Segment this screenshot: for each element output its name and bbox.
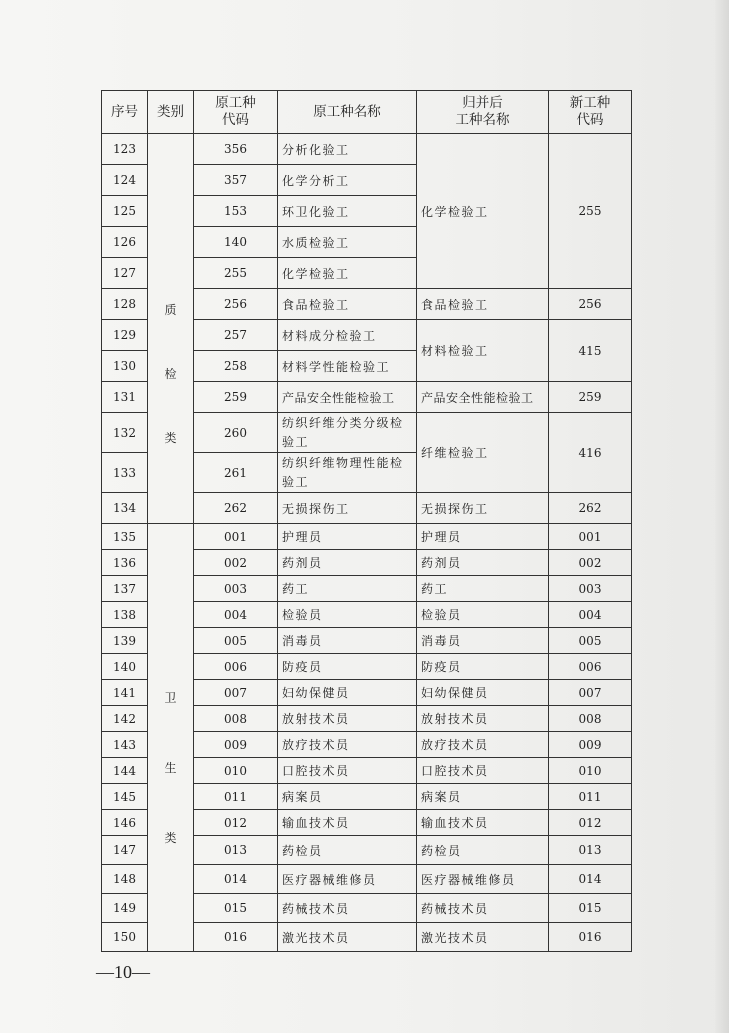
table-row [102,524,632,550]
new-code-cell: 003 [549,576,632,602]
header-merged-name-line2: 工种名称 [455,112,510,128]
seq-cell: 137 [102,576,148,602]
seq-cell: 140 [102,654,148,680]
orig-code-cell: 153 [194,196,278,227]
job-type-merge-table [101,90,632,952]
orig-code-cell: 014 [194,865,278,894]
orig-code-cell: 256 [194,289,278,320]
seq-cell: 148 [102,865,148,894]
orig-code-cell: 003 [194,576,278,602]
seq-cell: 127 [102,258,148,289]
header-merged-name-line1: 归并后 [462,95,503,111]
seq-cell: 130 [102,351,148,382]
orig-name-cell: 环卫化验工 [278,196,417,227]
merged-name-cell: 消毒员 [417,628,549,654]
new-code-cell: 008 [549,706,632,732]
new-code-cell: 002 [549,550,632,576]
category-cell-quality [148,134,194,524]
new-code-cell: 012 [549,810,632,836]
table-row [102,134,632,165]
orig-code-cell: 006 [194,654,278,680]
seq-cell: 126 [102,227,148,258]
orig-code-cell: 012 [194,810,278,836]
category-cell-health [148,524,194,952]
merged-name-cell: 放疗技术员 [417,732,549,758]
new-code-cell: 001 [549,524,632,550]
seq-cell: 133 [102,453,148,493]
header-orig-code [194,91,278,134]
orig-name-cell: 材料学性能检验工 [278,351,417,382]
orig-code-cell: 002 [194,550,278,576]
table-header-row [102,91,632,134]
orig-code-cell: 010 [194,758,278,784]
seq-cell: 138 [102,602,148,628]
new-code-cell: 007 [549,680,632,706]
header-merged-name [417,91,549,134]
merged-name-cell: 化学检验工 [417,134,549,289]
orig-name-cell: 无损探伤工 [278,493,417,524]
orig-name-cell: 水质检验工 [278,227,417,258]
seq-cell: 147 [102,836,148,865]
seq-cell: 149 [102,894,148,923]
orig-name-cell: 检验员 [278,602,417,628]
new-code-cell: 262 [549,493,632,524]
new-code-cell: 416 [549,413,632,493]
new-code-cell: 004 [549,602,632,628]
seq-cell: 143 [102,732,148,758]
category-char: 类 [164,430,177,445]
orig-name-cell: 食品检验工 [278,289,417,320]
orig-name-cell: 口腔技术员 [278,758,417,784]
seq-cell: 124 [102,165,148,196]
category-char: 检 [164,366,177,381]
orig-name-cell: 药剂员 [278,550,417,576]
seq-cell: 134 [102,493,148,524]
orig-name-cell: 药工 [278,576,417,602]
orig-code-cell: 260 [194,413,278,453]
new-code-cell: 255 [549,134,632,289]
orig-name-cell: 纺织纤维物理性能检验工 [278,453,417,493]
seq-cell: 136 [102,550,148,576]
orig-name-cell: 产品安全性能检验工 [278,382,417,413]
orig-name-cell: 激光技术员 [278,923,417,952]
page-edge-shadow [715,0,729,1033]
orig-name-cell: 放射技术员 [278,706,417,732]
orig-code-cell: 262 [194,493,278,524]
header-new-code-line2: 代码 [576,112,604,128]
header-orig-code-line2: 代码 [222,112,249,128]
header-orig-code-line1: 原工种 [215,95,256,111]
orig-code-cell: 005 [194,628,278,654]
new-code-cell: 256 [549,289,632,320]
merged-name-cell: 药检员 [417,836,549,865]
seq-cell: 141 [102,680,148,706]
new-code-cell: 014 [549,865,632,894]
orig-name-cell: 药检员 [278,836,417,865]
page-number: —10— [96,962,150,982]
header-seq: 序号 [102,91,148,134]
orig-code-cell: 255 [194,258,278,289]
new-code-cell: 011 [549,784,632,810]
new-code-cell: 009 [549,732,632,758]
merged-name-cell: 医疗器械维修员 [417,865,549,894]
orig-name-cell: 材料成分检验工 [278,320,417,351]
orig-code-cell: 261 [194,453,278,493]
orig-name-cell: 消毒员 [278,628,417,654]
merged-name-cell: 产品安全性能检验工 [417,382,549,413]
merged-name-cell: 药剂员 [417,550,549,576]
merged-name-cell: 药械技术员 [417,894,549,923]
merged-name-cell: 病案员 [417,784,549,810]
merged-name-cell: 激光技术员 [417,923,549,952]
orig-code-cell: 011 [194,784,278,810]
orig-code-cell: 004 [194,602,278,628]
seq-cell: 144 [102,758,148,784]
orig-code-cell: 009 [194,732,278,758]
orig-name-cell: 药械技术员 [278,894,417,923]
merged-name-cell: 防疫员 [417,654,549,680]
merged-name-cell: 纤维检验工 [417,413,549,493]
seq-cell: 128 [102,289,148,320]
new-code-cell: 015 [549,894,632,923]
orig-code-cell: 258 [194,351,278,382]
merged-name-cell: 护理员 [417,524,549,550]
orig-name-cell: 病案员 [278,784,417,810]
orig-name-cell: 输血技术员 [278,810,417,836]
orig-code-cell: 357 [194,165,278,196]
seq-cell: 142 [102,706,148,732]
merged-name-cell: 食品检验工 [417,289,549,320]
seq-cell: 132 [102,413,148,453]
new-code-cell: 016 [549,923,632,952]
orig-code-cell: 140 [194,227,278,258]
seq-cell: 145 [102,784,148,810]
seq-cell: 146 [102,810,148,836]
seq-cell: 139 [102,628,148,654]
orig-code-cell: 016 [194,923,278,952]
orig-name-cell: 化学分析工 [278,165,417,196]
seq-cell: 150 [102,923,148,952]
seq-cell: 123 [102,134,148,165]
new-code-cell: 013 [549,836,632,865]
category-char: 质 [164,302,177,317]
header-orig-name: 原工种名称 [278,91,417,134]
merged-name-cell: 材料检验工 [417,320,549,382]
orig-code-cell: 007 [194,680,278,706]
merged-name-cell: 无损探伤工 [417,493,549,524]
orig-code-cell: 257 [194,320,278,351]
seq-cell: 131 [102,382,148,413]
header-category: 类别 [148,91,194,134]
seq-cell: 125 [102,196,148,227]
merged-name-cell: 药工 [417,576,549,602]
orig-name-cell: 放疗技术员 [278,732,417,758]
category-char: 卫 [164,690,177,705]
header-new-code-line1: 新工种 [569,95,611,111]
orig-name-cell: 分析化验工 [278,134,417,165]
orig-name-cell: 妇幼保健员 [278,680,417,706]
new-code-cell: 415 [549,320,632,382]
merged-name-cell: 检验员 [417,602,549,628]
new-code-cell: 259 [549,382,632,413]
orig-code-cell: 015 [194,894,278,923]
merged-name-cell: 放射技术员 [417,706,549,732]
merged-name-cell: 妇幼保健员 [417,680,549,706]
orig-name-cell: 化学检验工 [278,258,417,289]
header-new-code [549,91,632,134]
category-char: 类 [164,830,177,845]
new-code-cell: 006 [549,654,632,680]
orig-code-cell: 008 [194,706,278,732]
category-char: 生 [164,760,177,775]
merged-name-cell: 口腔技术员 [417,758,549,784]
orig-name-cell: 纺织纤维分类分级检验工 [278,413,417,453]
seq-cell: 129 [102,320,148,351]
orig-name-cell: 防疫员 [278,654,417,680]
new-code-cell: 005 [549,628,632,654]
orig-name-cell: 护理员 [278,524,417,550]
orig-code-cell: 356 [194,134,278,165]
orig-code-cell: 001 [194,524,278,550]
seq-cell: 135 [102,524,148,550]
orig-name-cell: 医疗器械维修员 [278,865,417,894]
merged-name-cell: 输血技术员 [417,810,549,836]
orig-code-cell: 259 [194,382,278,413]
new-code-cell: 010 [549,758,632,784]
orig-code-cell: 013 [194,836,278,865]
